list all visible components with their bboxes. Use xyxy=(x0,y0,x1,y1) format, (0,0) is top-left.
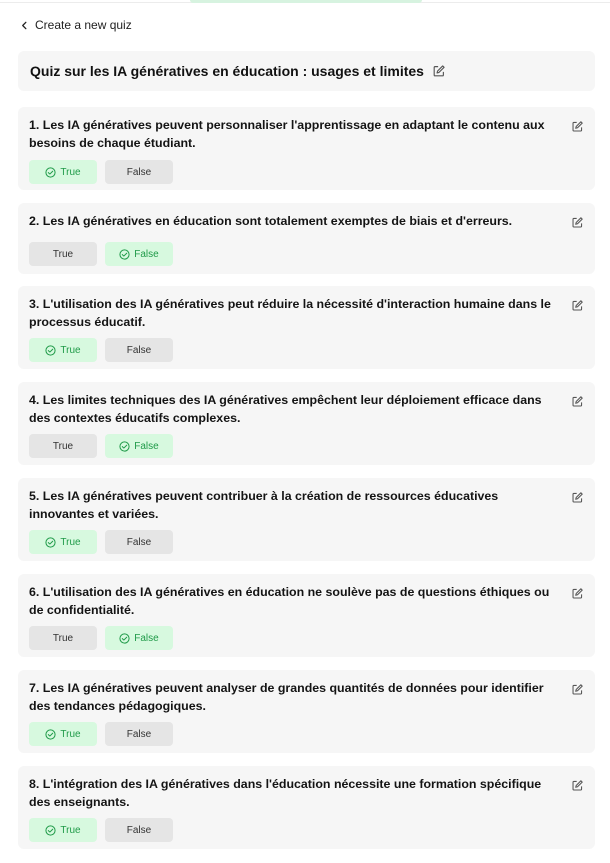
option-true-button[interactable] xyxy=(29,338,97,362)
option-label: True xyxy=(60,824,81,836)
option-false-button[interactable] xyxy=(105,242,173,266)
top-progress-accent xyxy=(190,0,422,3)
option-true-button[interactable] xyxy=(29,160,97,184)
edit-icon[interactable] xyxy=(571,216,584,229)
option-true-button[interactable] xyxy=(29,626,97,650)
option-label: False xyxy=(126,728,152,740)
option-label: True xyxy=(60,536,81,548)
option-false-button[interactable] xyxy=(105,530,173,554)
edit-icon[interactable] xyxy=(571,779,584,792)
option-false-button[interactable] xyxy=(105,722,173,746)
check-circle-icon xyxy=(45,167,56,178)
answer-options xyxy=(29,160,173,184)
question-text: 6. L'utilisation des IA génératives en éducation ne soulève pas de questions éthiques ou de confidentialité. xyxy=(29,585,550,617)
option-false-button[interactable] xyxy=(105,626,173,650)
option-label: True xyxy=(60,166,81,178)
back-link[interactable] xyxy=(20,18,132,32)
check-circle-icon xyxy=(119,441,130,452)
option-label: False xyxy=(126,824,152,836)
question-text: 5. Les IA génératives peuvent contribuer à la création de ressources éducatives innovantes et variées. xyxy=(29,489,499,521)
answer-options xyxy=(29,626,173,650)
question-card xyxy=(18,766,595,849)
answer-options xyxy=(29,722,173,746)
option-false-button[interactable] xyxy=(105,434,173,458)
question-card xyxy=(18,203,595,274)
answer-options xyxy=(29,242,173,266)
question-text: 4. Les limites techniques des IA génératives empêchent leur déploiement efficace dans des contextes éducatifs complexes. xyxy=(29,393,542,425)
check-circle-icon xyxy=(45,825,56,836)
question-card xyxy=(18,574,595,657)
question-text: 2. Les IA génératives en éducation sont totalement exemptes de biais et d'erreurs. xyxy=(29,214,513,228)
edit-icon[interactable] xyxy=(571,120,584,133)
question-text: 8. L'intégration des IA génératives dans l'éducation nécessite une formation spécifique des enseignants. xyxy=(29,777,542,809)
check-circle-icon xyxy=(45,537,56,548)
option-label: False xyxy=(126,344,152,356)
edit-icon[interactable] xyxy=(432,64,446,78)
option-label: False xyxy=(126,166,152,178)
edit-icon[interactable] xyxy=(571,683,584,696)
question-text: 1. Les IA génératives peuvent personnaliser l'apprentissage en adaptant le contenu aux besoins de chaque étudiant. xyxy=(29,118,545,150)
check-circle-icon xyxy=(119,633,130,644)
option-label: True xyxy=(52,440,74,452)
question-card xyxy=(18,107,595,190)
option-label: True xyxy=(52,248,74,260)
question-card xyxy=(18,382,595,465)
option-false-button[interactable] xyxy=(105,160,173,184)
quiz-title-card xyxy=(18,51,595,91)
answer-options xyxy=(29,530,173,554)
option-label: False xyxy=(134,248,159,260)
question-text: 3. L'utilisation des IA génératives peut réduire la nécessité d'interaction humaine dans le processus éducatif. xyxy=(29,297,551,329)
question-card xyxy=(18,670,595,753)
check-circle-icon xyxy=(45,345,56,356)
answer-options xyxy=(29,338,173,362)
option-false-button[interactable] xyxy=(105,818,173,842)
chevron-left-icon xyxy=(20,21,29,30)
edit-icon[interactable] xyxy=(571,491,584,504)
option-label: True xyxy=(60,344,81,356)
question-card xyxy=(18,478,595,561)
answer-options xyxy=(29,818,173,842)
question-text: 7. Les IA génératives peuvent analyser de grandes quantités de données pour identifier des tendances pédagogiques. xyxy=(29,681,544,713)
check-circle-icon xyxy=(119,249,130,260)
edit-icon[interactable] xyxy=(571,587,584,600)
option-label: False xyxy=(134,440,159,452)
option-true-button[interactable] xyxy=(29,530,97,554)
option-true-button[interactable] xyxy=(29,242,97,266)
edit-icon[interactable] xyxy=(571,299,584,312)
back-link-label: Create a new quiz xyxy=(35,18,132,32)
option-label: False xyxy=(134,632,159,644)
option-true-button[interactable] xyxy=(29,818,97,842)
answer-options xyxy=(29,434,173,458)
question-card xyxy=(18,286,595,369)
edit-icon[interactable] xyxy=(571,395,584,408)
option-true-button[interactable] xyxy=(29,722,97,746)
option-label: True xyxy=(60,728,81,740)
option-label: False xyxy=(126,536,152,548)
quiz-title: Quiz sur les IA génératives en éducation : usages et limites xyxy=(30,63,424,79)
option-false-button[interactable] xyxy=(105,338,173,362)
check-circle-icon xyxy=(45,729,56,740)
option-true-button[interactable] xyxy=(29,434,97,458)
option-label: True xyxy=(52,632,74,644)
